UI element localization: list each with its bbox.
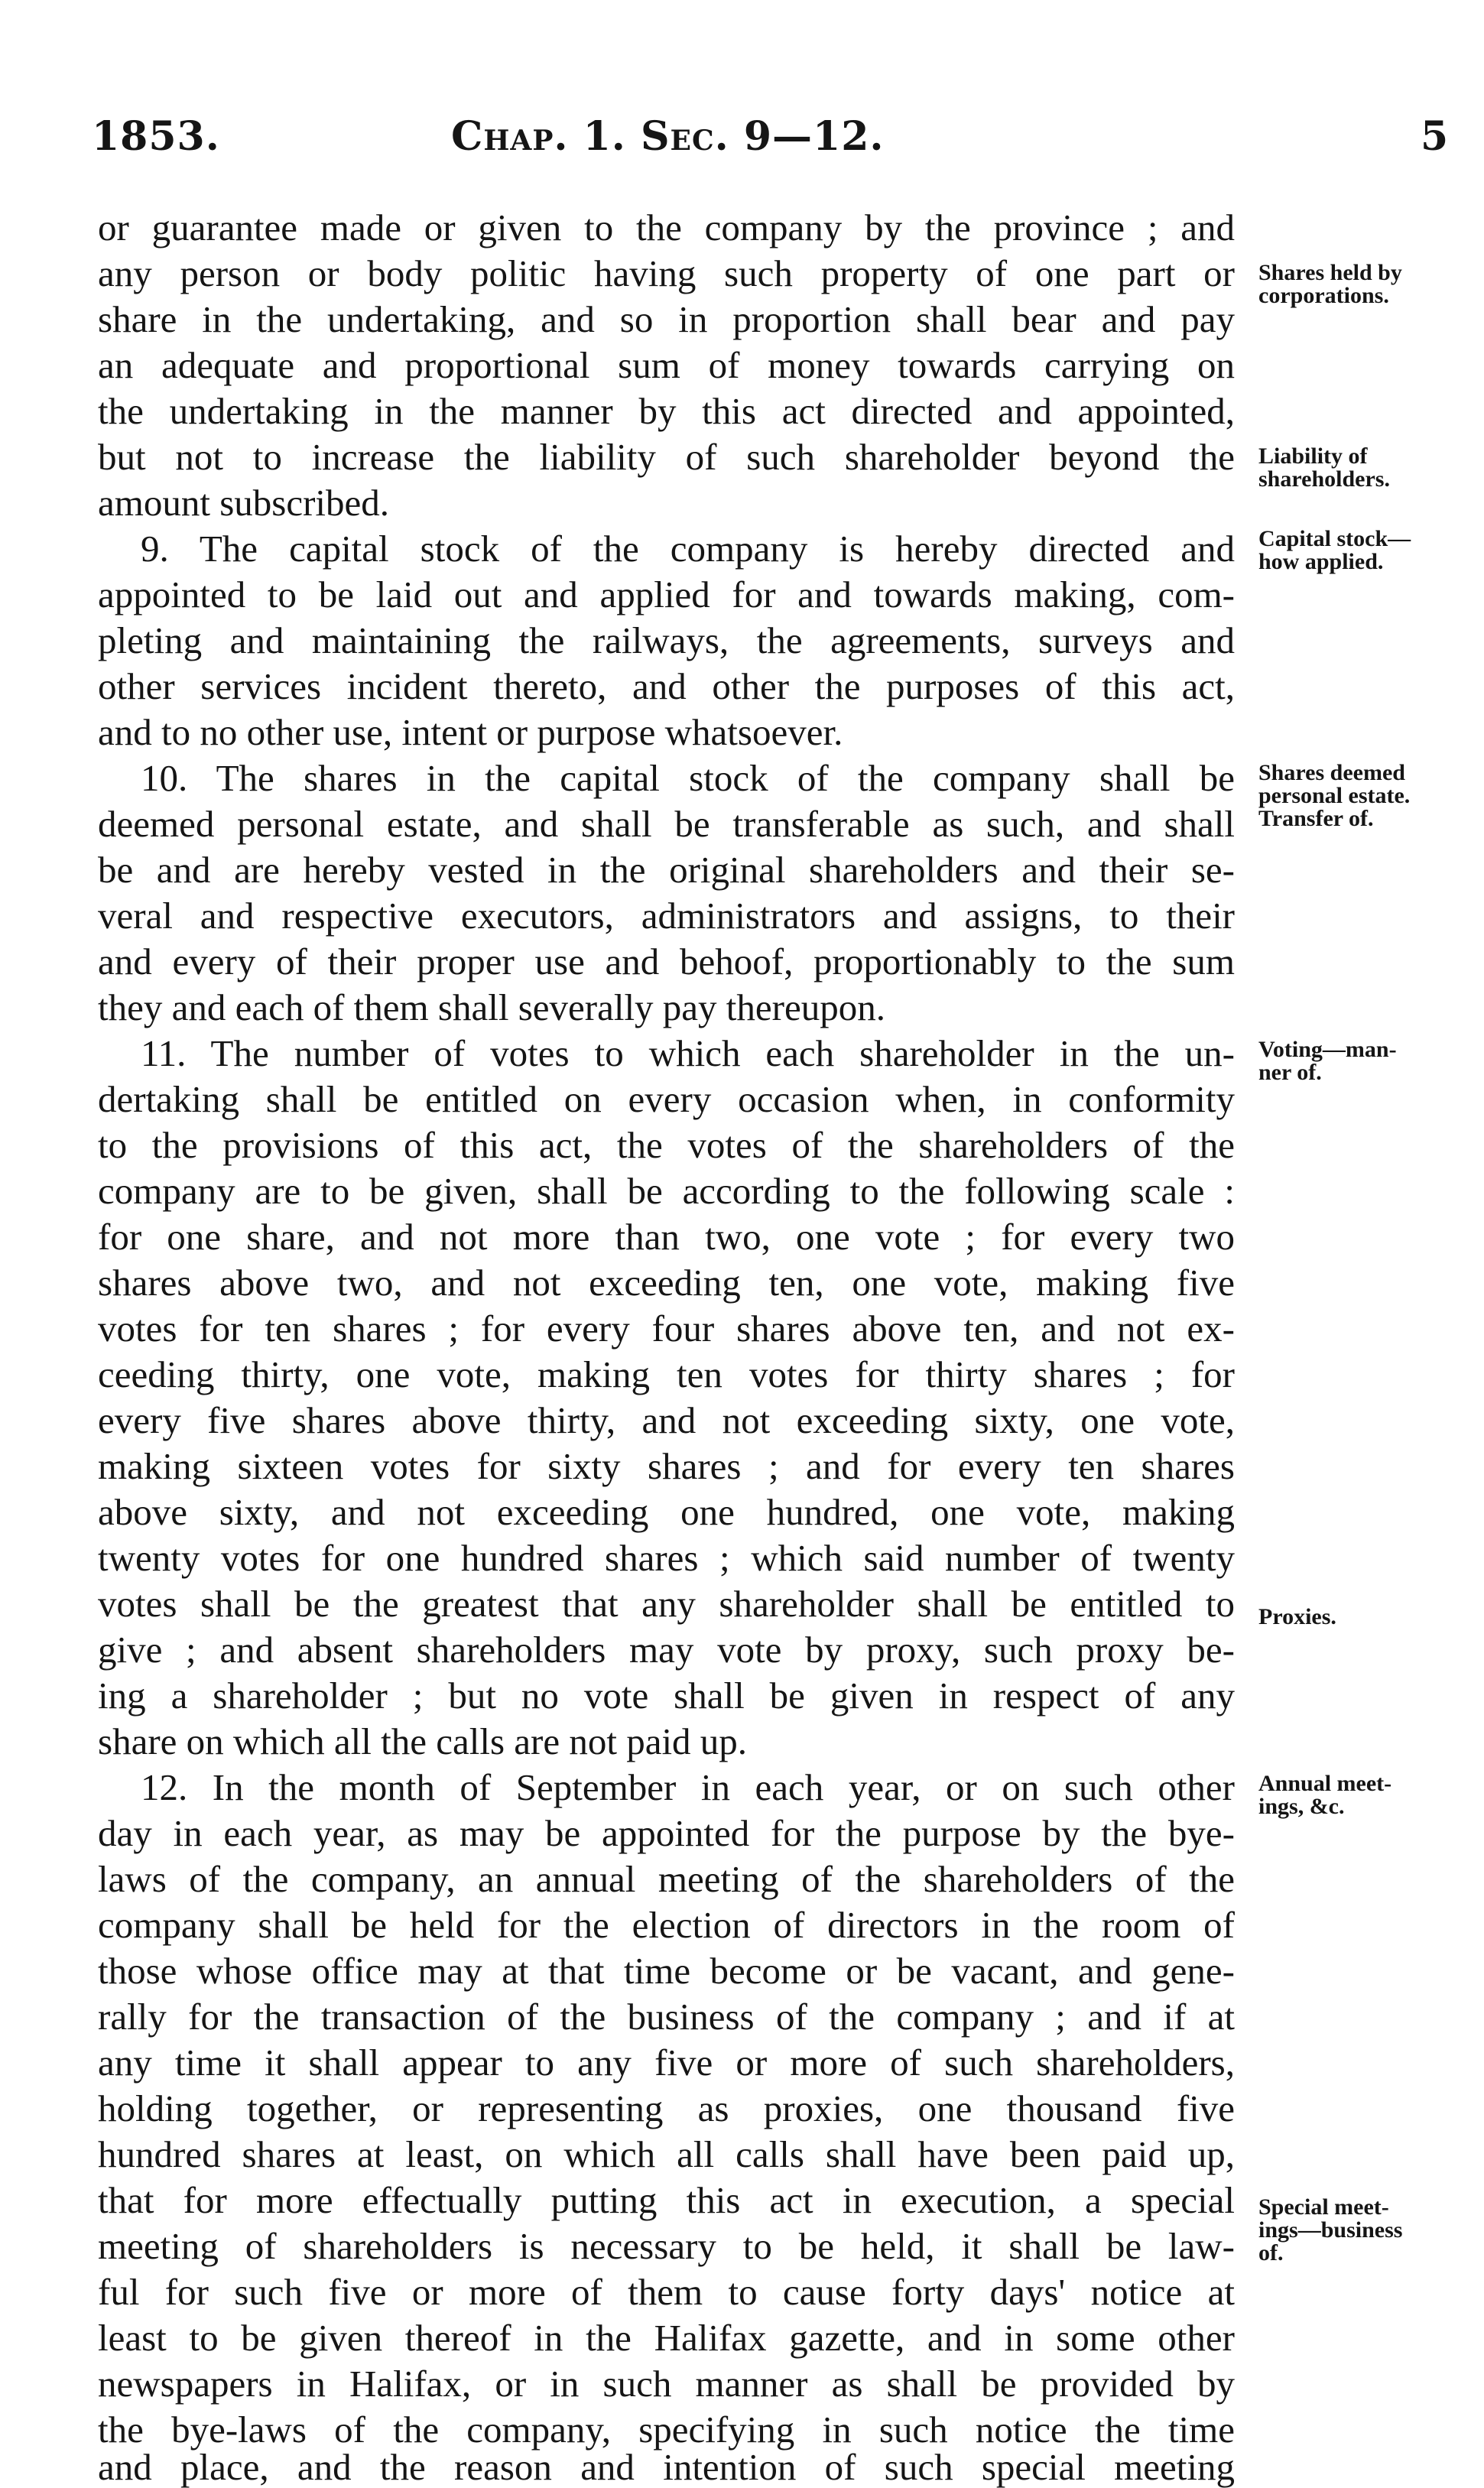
margin-note-line: Proxies. bbox=[1258, 1604, 1336, 1629]
text-line: share in the undertaking, and so in proportion shall bear and pay bbox=[98, 298, 1235, 340]
text-line: share on which all the calls are not paid up. bbox=[98, 1720, 748, 1762]
margin-note-liability bbox=[1258, 445, 1480, 491]
text-line: newspapers in Halifax, or in such manner as shall be provided by bbox=[98, 2363, 1235, 2405]
margin-note-line: how applied. bbox=[1258, 549, 1384, 574]
text-line: that for more effectually putting this act in execution, a special bbox=[98, 2179, 1235, 2221]
text-line: ing a shareholder ; but no vote shall be given in respect of any bbox=[98, 1674, 1235, 1717]
text-line: other services incident thereto, and other the purposes of this act, bbox=[98, 665, 1235, 707]
margin-note-proxies bbox=[1258, 1606, 1480, 1629]
text-line: company shall be held for the election of directors in the room of bbox=[98, 1904, 1235, 1946]
text-line: company are to be given, shall be according to the following scale : bbox=[98, 1170, 1235, 1212]
margin-note-voting bbox=[1258, 1038, 1480, 1084]
header-chapter-section: Chap. 1. Sec. 9—12. bbox=[451, 113, 885, 160]
text-line: votes for ten shares ; for every four shares above ten, and not ex- bbox=[98, 1307, 1235, 1350]
text-line: the bye-laws of the company, specifying in such notice the time bbox=[98, 2408, 1235, 2451]
margin-note-capital-stock bbox=[1258, 528, 1480, 573]
text-line: be and are hereby vested in the original shareholders and their se- bbox=[98, 849, 1235, 891]
text-line: amount subscribed. bbox=[98, 482, 390, 524]
page-number: 5 bbox=[1421, 113, 1450, 160]
margin-note-line: Special meet- bbox=[1258, 2194, 1389, 2220]
text-line: ful for such five or more of them to cause forty days' notice at bbox=[98, 2271, 1235, 2313]
margin-note-line: ner of. bbox=[1258, 1060, 1322, 1085]
text-line: give ; and absent shareholders may vote by proxy, such proxy be- bbox=[98, 1629, 1235, 1671]
text-line: meeting of shareholders is necessary to be held, it shall be law- bbox=[98, 2225, 1235, 2267]
text-line: for one share, and not more than two, one vote ; for every two bbox=[98, 1216, 1235, 1258]
section-start-line: 11. The number of votes to which each shareholder in the un- bbox=[141, 1032, 1235, 1074]
text-line: deemed personal estate, and shall be transferable as such, and shall bbox=[98, 803, 1235, 845]
text-line: holding together, or representing as proxies, one thousand five bbox=[98, 2087, 1235, 2129]
margin-note-line: ings, &c. bbox=[1258, 1794, 1345, 1819]
section-start-line: 12. In the month of September in each year, or on such other bbox=[141, 1766, 1235, 1808]
text-line: an adequate and proportional sum of money towards carrying on bbox=[98, 344, 1235, 386]
text-line: shares above two, and not exceeding ten, one vote, making five bbox=[98, 1262, 1235, 1304]
text-line: laws of the company, an annual meeting of the shareholders of the bbox=[98, 1858, 1235, 1900]
margin-note-line: shareholders. bbox=[1258, 466, 1390, 492]
margin-note-line: ings—business bbox=[1258, 2217, 1403, 2243]
header-year: 1853. bbox=[92, 113, 220, 160]
text-line: day in each year, as may be appointed for the purpose by the bye- bbox=[98, 1812, 1235, 1854]
text-line: but not to increase the liability of such shareholder beyond the bbox=[98, 436, 1235, 478]
margin-note-line: of. bbox=[1258, 2240, 1284, 2266]
section-start-line: 10. The shares in the capital stock of the company shall be bbox=[141, 757, 1235, 799]
margin-note-line: corporations. bbox=[1258, 283, 1389, 308]
text-line: the undertaking in the manner by this act directed and appointed, bbox=[98, 390, 1235, 432]
margin-note-line: Capital stock— bbox=[1258, 526, 1411, 551]
text-line: appointed to be laid out and applied for and towards making, com- bbox=[98, 573, 1235, 616]
margin-note-line: Annual meet- bbox=[1258, 1771, 1392, 1796]
text-line: making sixteen votes for sixty shares ; and for every ten shares bbox=[98, 1445, 1235, 1487]
margin-note-line: Transfer of. bbox=[1258, 806, 1374, 831]
text-line: votes shall be the greatest that any shareholder shall be entitled to bbox=[98, 1583, 1235, 1625]
text-line: dertaking shall be entitled on every occasion when, in conformity bbox=[98, 1078, 1235, 1120]
margin-note-shares-held bbox=[1258, 261, 1480, 307]
text-line: or guarantee made or given to the company by the province ; and bbox=[98, 206, 1235, 248]
text-line: every five shares above thirty, and not exceeding sixty, one vote, bbox=[98, 1399, 1235, 1441]
section-start-line: 9. The capital stock of the company is hereby directed and bbox=[141, 528, 1235, 570]
text-line: rally for the transaction of the business of the company ; and if at bbox=[98, 1996, 1235, 2038]
text-line: above sixty, and not exceeding one hundred, one vote, making bbox=[98, 1491, 1235, 1533]
text-line: any person or body politic having such property of one part or bbox=[98, 252, 1235, 294]
text-line: pleting and maintaining the railways, the agreements, surveys and bbox=[98, 619, 1235, 661]
margin-note-line: Shares deemed bbox=[1258, 760, 1405, 785]
text-line: ceeding thirty, one vote, making ten votes for thirty shares ; for bbox=[98, 1353, 1235, 1395]
text-line: any time it shall appear to any five or more of such shareholders, bbox=[98, 2041, 1235, 2084]
margin-note-line: Liability of bbox=[1258, 443, 1368, 469]
text-line: and place, and the reason and intention of such special meeting bbox=[98, 2446, 1235, 2488]
text-line: those whose office may at that time become or be vacant, and gene- bbox=[98, 1950, 1235, 1992]
margin-note-annual-meetings bbox=[1258, 1772, 1480, 1818]
margin-note-shares-deemed bbox=[1258, 762, 1480, 830]
text-line: least to be given thereof in the Halifax gazette, and in some other bbox=[98, 2317, 1235, 2359]
text-line: twenty votes for one hundred shares ; which said number of twenty bbox=[98, 1537, 1235, 1579]
margin-note-line: Voting—man- bbox=[1258, 1037, 1397, 1062]
margin-note-special-meetings bbox=[1258, 2196, 1480, 2265]
margin-note-line: personal estate. bbox=[1258, 783, 1411, 808]
text-line: veral and respective executors, administrators and assigns, to their bbox=[98, 895, 1235, 937]
text-line: to the provisions of this act, the votes of the shareholders of the bbox=[98, 1124, 1235, 1166]
margin-note-line: Shares held by bbox=[1258, 260, 1402, 285]
text-line: and every of their proper use and behoof, proportionably to the sum bbox=[98, 940, 1235, 983]
text-line: they and each of them shall severally pay thereupon. bbox=[98, 986, 885, 1028]
text-line: hundred shares at least, on which all calls shall have been paid up, bbox=[98, 2133, 1235, 2175]
text-line: and to no other use, intent or purpose whatsoever. bbox=[98, 711, 843, 753]
